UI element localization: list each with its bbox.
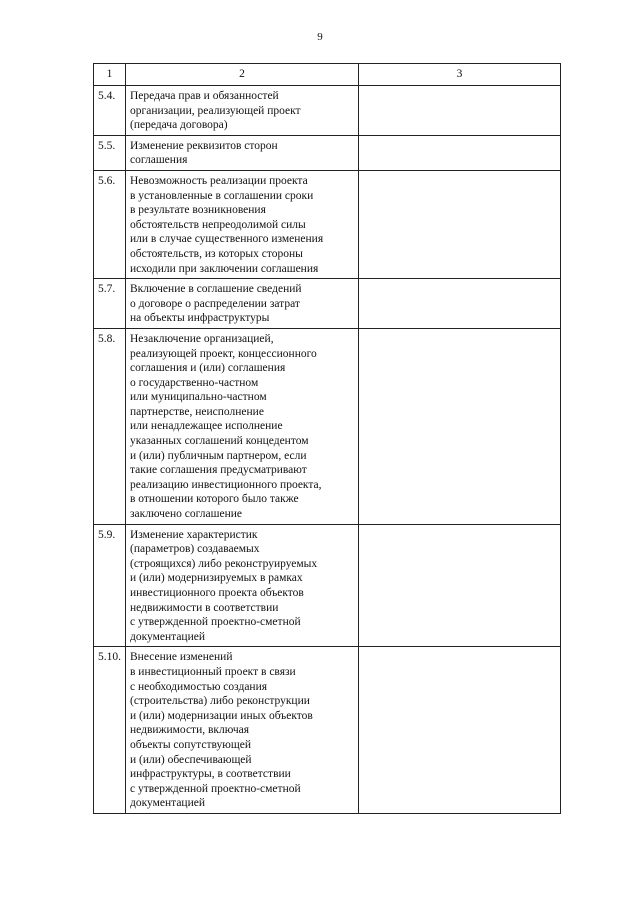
page-number: 9 (317, 31, 323, 43)
row-column-3-cell (359, 170, 561, 278)
row-number: 5.4. (94, 86, 126, 136)
row-number: 5.6. (94, 170, 126, 278)
row-column-3-cell (359, 279, 561, 329)
row-description: Изменение реквизитов сторон соглашения (126, 135, 359, 170)
row-number: 5.10. (94, 647, 126, 814)
row-number: 5.7. (94, 279, 126, 329)
table-row (94, 86, 561, 136)
row-column-3-cell (359, 524, 561, 647)
document-table (93, 63, 561, 814)
column-header-3: 3 (359, 64, 561, 86)
table-row (94, 524, 561, 647)
table-row (94, 279, 561, 329)
column-header-1: 1 (94, 64, 126, 86)
table-header-row (94, 64, 561, 86)
row-description: Передача прав и обязанностей организации, реализующей проект (передача договора) (126, 86, 359, 136)
row-description: Внесение изменений в инвестиционный проект в связи с необходимостью создания (строительства) либо реконструкции и (или) модернизации иных объектов недвижимости, включая объекты сопутствующей и (или) обеспечивающей инфраструктуры, в соответствии с утвержденной проектно-сметной документацией (126, 647, 359, 814)
table-row (94, 135, 561, 170)
row-description: Незаключение организацией, реализующей проект, концессионного соглашения и (или) соглашения о государственно-частном или муниципально-частном партнерстве, неисполнение или ненадлежащее исполнение указанных соглашений концедентом и (или) публичным партнером, если такие соглашения предусматривают реализацию инвестиционного проекта, в отношении которого было также заключено соглашение (126, 328, 359, 524)
row-description: Включение в соглашение сведений о договоре о распределении затрат на объекты инфраструктуры (126, 279, 359, 329)
row-column-3-cell (359, 135, 561, 170)
table-row (94, 328, 561, 524)
row-description: Изменение характеристик (параметров) создаваемых (строящихся) либо реконструируемых и (или) модернизируемых в рамках инвестиционного проекта объектов недвижимости в соответствии с утвержденной проектно-сметной документацией (126, 524, 359, 647)
column-header-2: 2 (126, 64, 359, 86)
row-description: Невозможность реализации проекта в установленные в соглашении сроки в результате возникновения обстоятельств непреодолимой силы или в случае существенного изменения обстоятельств, из которых стороны исходили при заключении соглашения (126, 170, 359, 278)
row-number: 5.9. (94, 524, 126, 647)
row-number: 5.8. (94, 328, 126, 524)
row-column-3-cell (359, 86, 561, 136)
table-row (94, 170, 561, 278)
row-column-3-cell (359, 647, 561, 814)
row-number: 5.5. (94, 135, 126, 170)
row-column-3-cell (359, 328, 561, 524)
table-row (94, 647, 561, 814)
